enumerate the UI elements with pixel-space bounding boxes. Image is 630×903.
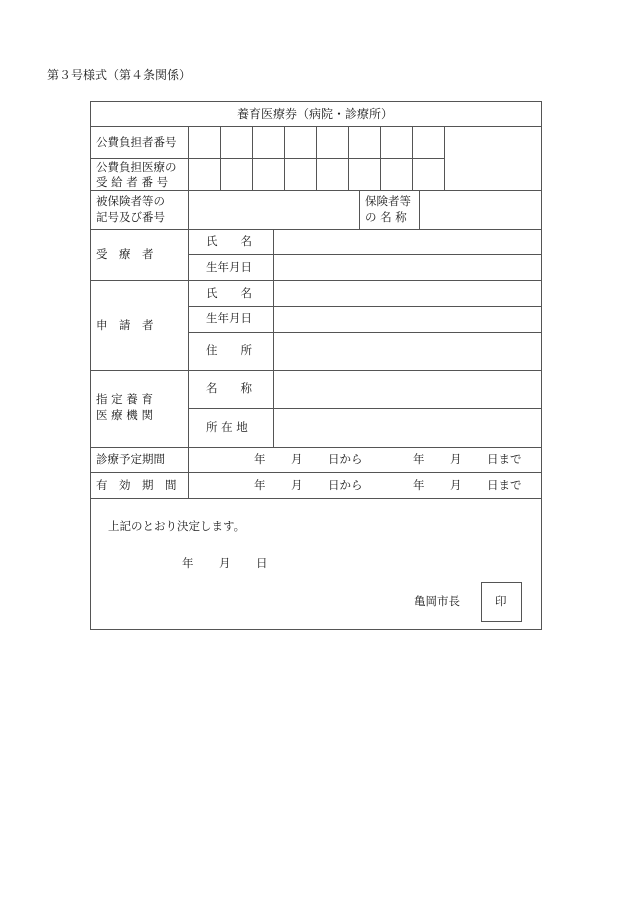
rule-subfield-column <box>273 229 274 447</box>
rule-digit-7 <box>412 126 413 190</box>
rule-institution-bottom <box>90 447 542 448</box>
insured-symbol-label-1: 被保険者等の <box>96 194 165 208</box>
scheduled-to-month: 月 <box>450 452 462 466</box>
insurer-name-label-1: 保険者等 <box>365 194 411 208</box>
rule-label-column <box>188 126 189 498</box>
institution-location-label: 所 在 地 <box>206 420 248 434</box>
rule-digit-6 <box>380 126 381 190</box>
insurer-name-label-2: の 名 称 <box>365 210 407 224</box>
rule-digit-2 <box>252 126 253 190</box>
patient-birthdate-label: 生年月日 <box>206 260 252 274</box>
scheduled-to-day: 日まで <box>487 452 522 466</box>
scheduled-to-year: 年 <box>413 452 425 466</box>
form-number: 第３号様式（第４条関係） <box>47 68 192 82</box>
scheduled-from-day: 日から <box>328 452 363 466</box>
seal-label: 印 <box>495 594 507 608</box>
valid-to-day: 日まで <box>487 478 522 492</box>
rule-digit-5 <box>348 126 349 190</box>
decision-month: 月 <box>219 556 231 570</box>
patient-name-label: 氏 名 <box>206 234 252 248</box>
decision-year: 年 <box>182 556 194 570</box>
institution-name-label: 名 称 <box>206 381 252 395</box>
scheduled-from-year: 年 <box>254 452 266 466</box>
rule-scheduled-bottom <box>90 472 542 473</box>
applicant-address-label: 住 所 <box>206 343 252 357</box>
rule-insurer-right <box>419 190 420 229</box>
rule-patient-name-bottom <box>188 254 542 255</box>
rule-payer-bottom <box>90 158 444 159</box>
rule-applicant-name-bottom <box>188 306 542 307</box>
insured-symbol-label-2: 記号及び番号 <box>96 210 165 224</box>
form-title: 養育医療券（病院・診療所） <box>237 107 394 121</box>
valid-from-day: 日から <box>328 478 363 492</box>
recipient-number-label-1: 公費負担医療の <box>96 160 177 174</box>
scheduled-from-month: 月 <box>291 452 303 466</box>
rule-digit-8 <box>444 126 445 190</box>
payer-number-label: 公費負担者番号 <box>96 135 177 149</box>
valid-from-month: 月 <box>291 478 303 492</box>
decision-text: 上記のとおり決定します。 <box>108 519 246 533</box>
rule-insured-bottom <box>90 229 542 230</box>
rule-digit-3 <box>284 126 285 190</box>
rule-recipient-bottom <box>90 190 542 191</box>
recipient-number-label-2: 受 給 者 番 号 <box>96 175 169 189</box>
decision-day: 日 <box>256 556 268 570</box>
institution-group-label-2: 医 療 機 関 <box>96 408 153 422</box>
valid-from-year: 年 <box>254 478 266 492</box>
issuer-name: 亀岡市長 <box>414 594 460 608</box>
valid-to-month: 月 <box>450 478 462 492</box>
applicant-group-label: 申 請 者 <box>96 318 154 332</box>
institution-group-label-1: 指 定 養 育 <box>96 392 153 406</box>
patient-group-label: 受 療 者 <box>96 247 154 261</box>
rule-institution-name-bottom <box>188 408 542 409</box>
valid-to-year: 年 <box>413 478 425 492</box>
rule-applicant-bottom <box>90 370 542 371</box>
scheduled-period-label: 診療予定期間 <box>96 452 165 466</box>
valid-period-label: 有 効 期 間 <box>96 478 177 492</box>
rule-digit-4 <box>316 126 317 190</box>
rule-patient-bottom <box>90 280 542 281</box>
applicant-name-label: 氏 名 <box>206 286 252 300</box>
rule-digit-1 <box>220 126 221 190</box>
rule-applicant-birth-bottom <box>188 332 542 333</box>
rule-valid-bottom <box>90 498 542 499</box>
applicant-birthdate-label: 生年月日 <box>206 311 252 325</box>
rule-insurer-left <box>359 190 360 229</box>
